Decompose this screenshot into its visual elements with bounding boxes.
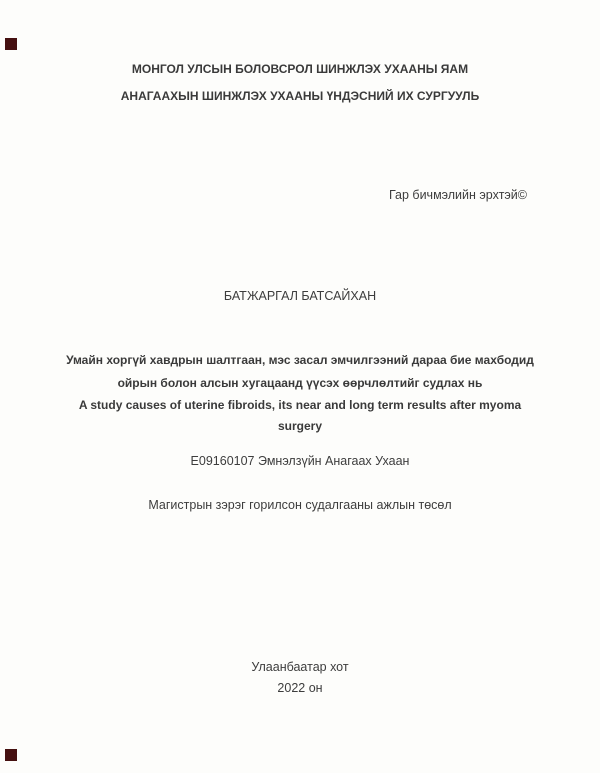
- header-university: АНАГААХЫН ШИНЖЛЭХ УХААНЫ ҮНДЭСНИЙ ИХ СУРГУУЛЬ: [120, 89, 480, 103]
- manuscript-rights-notice: Гар бичмэлийн эрхтэй©: [388, 188, 527, 202]
- program-code-and-field: Е09160107 Эмнэлзүйн Анагаах Ухаан: [190, 454, 410, 468]
- thesis-title-mongolian-line2: ойрын болон алсын хугацаанд үүсэх өөрчлөлтийг судлах нь: [117, 376, 483, 390]
- thesis-title-english-line2: surgery: [277, 419, 323, 433]
- footer-city: Улаанбаатар хот: [251, 660, 349, 674]
- footer-year: 2022 он: [277, 681, 323, 695]
- header-ministry: МОНГОЛ УЛСЫН БОЛОВСРОЛ ШИНЖЛЭХ УХААНЫ ЯАМ: [131, 62, 469, 76]
- thesis-title-mongolian-line1: Умайн хоргүй хавдрын шалтгаан, мэс засал эмчилгээний дараа бие махбодид: [66, 353, 534, 367]
- corner-mark-bottom: [5, 749, 17, 761]
- thesis-title-english-line1: A study causes of uterine fibroids, its near and long term results after myoma: [78, 398, 522, 412]
- author-name: БАТЖАРГАЛ БАТСАЙХАН: [223, 289, 377, 303]
- corner-mark-top: [5, 38, 17, 50]
- degree-note: Магистрын зэрэг горилсон судалгааны ажлын төсөл: [148, 498, 452, 512]
